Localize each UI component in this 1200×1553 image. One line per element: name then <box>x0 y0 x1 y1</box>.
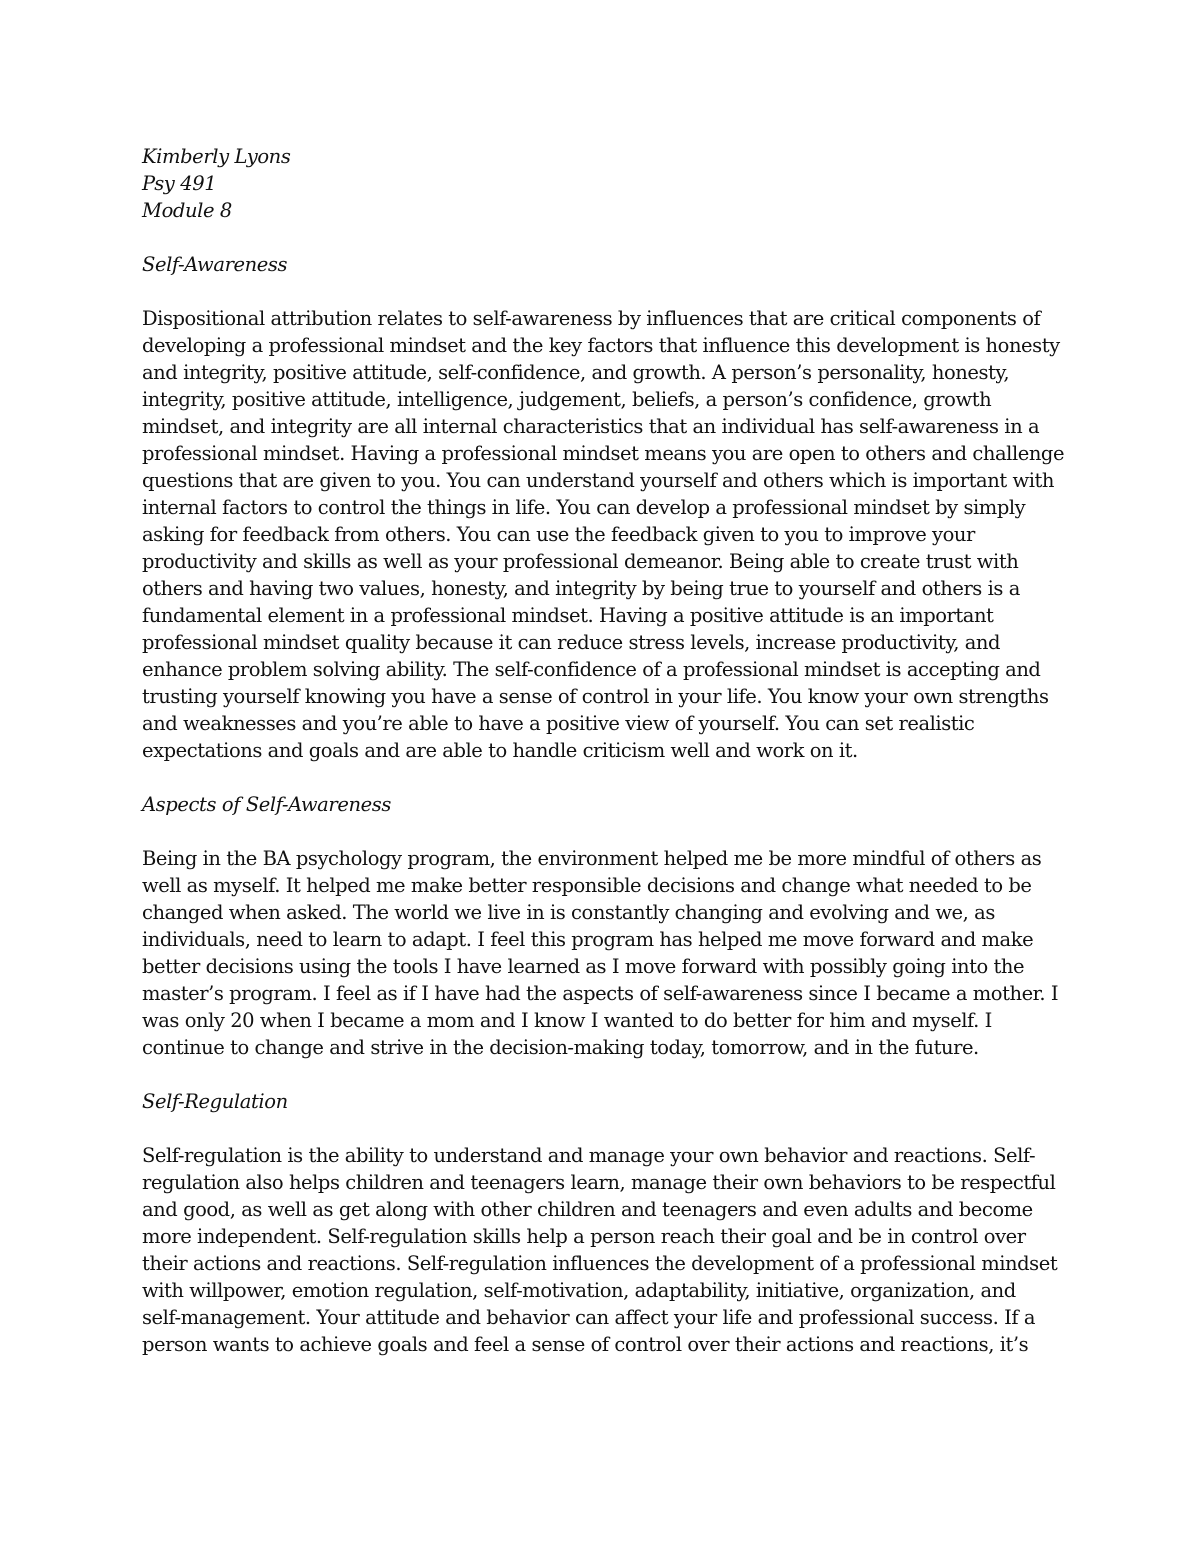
paragraph-line: expectations and goals and are able to handle criticism well and work on it. <box>142 739 858 762</box>
paragraph-line: more independent. Self-regulation skills help a person reach their goal and be in control over <box>142 1225 1026 1248</box>
paragraph-line: asking for feedback from others. You can use the feedback given to you to improve your <box>142 523 975 546</box>
paragraph-line: their actions and reactions. Self-regulation influences the development of a professional mindset <box>142 1252 1058 1275</box>
paragraph-line: self-management. Your attitude and behavior can affect your life and professional success. If a <box>142 1306 1036 1329</box>
section-self-regulation <box>142 1088 1062 1358</box>
module-label: Module 8 <box>142 199 232 222</box>
paragraph-line: and weaknesses and you’re able to have a positive view of yourself. You can set realistic <box>142 712 975 735</box>
paragraph-line: Dispositional attribution relates to self-awareness by influences that are critical components of <box>142 307 1041 330</box>
paragraph-line: well as myself. It helped me make better responsible decisions and change what needed to be <box>142 874 1032 897</box>
paragraph-line: integrity, positive attitude, intelligence, judgement, beliefs, a person’s confidence, growth <box>142 388 992 411</box>
paragraph-line: master’s program. I feel as if I have had the aspects of self-awareness since I became a mother. I <box>142 982 1059 1005</box>
paragraph-line: professional mindset. Having a professional mindset means you are open to others and challenge <box>142 442 1065 465</box>
section-self-awareness <box>142 251 1065 764</box>
paragraph-line: and good, as well as get along with other children and teenagers and even adults and become <box>142 1198 1033 1221</box>
paragraph-line: continue to change and strive in the decision-making today, tomorrow, and in the future. <box>142 1036 979 1059</box>
paragraph <box>142 845 1062 1061</box>
paragraph-line: enhance problem solving ability. The self-confidence of a professional mindset is accepting and <box>142 658 1041 681</box>
paragraph-line: regulation also helps children and teenagers learn, manage their own behaviors to be respectful <box>142 1171 1056 1194</box>
author-name: Kimberly Lyons <box>142 145 291 168</box>
spacer <box>142 1061 1062 1088</box>
spacer <box>142 1115 1062 1142</box>
paragraph <box>142 1142 1062 1358</box>
document-page <box>142 143 1065 1358</box>
paragraph-line: mindset, and integrity are all internal characteristics that an individual has self-awareness in a <box>142 415 1040 438</box>
paragraph-line: Self-regulation is the ability to understand and manage your own behavior and reactions. Self- <box>142 1144 1036 1167</box>
paragraph-line: trusting yourself knowing you have a sense of control in your life. You know your own strengths <box>142 685 1049 708</box>
paragraph-line: questions that are given to you. You can understand yourself and others which is important with <box>142 469 1054 492</box>
paragraph-line: internal factors to control the things in life. You can develop a professional mindset by simply <box>142 496 1026 519</box>
paragraph-line: Being in the BA psychology program, the environment helped me be more mindful of others as <box>142 847 1042 870</box>
paragraph-line: developing a professional mindset and the key factors that influence this development is honesty <box>142 334 1060 357</box>
spacer <box>142 818 1062 845</box>
paragraph-line: changed when asked. The world we live in is constantly changing and evolving and we, as <box>142 901 995 924</box>
paragraph-line: better decisions using the tools I have learned as I move forward with possibly going into the <box>142 955 1025 978</box>
spacer <box>142 224 1062 251</box>
paragraph-line: and integrity, positive attitude, self-confidence, and growth. A person’s personality, honesty, <box>142 361 1010 384</box>
paragraph-line: fundamental element in a professional mindset. Having a positive attitude is an important <box>142 604 994 627</box>
paragraph-line: was only 20 when I became a mom and I know I wanted to do better for him and myself. I <box>142 1009 992 1032</box>
paragraph <box>142 305 1065 764</box>
spacer <box>142 278 1062 305</box>
section-heading: Self-Awareness <box>142 253 288 276</box>
spacer <box>142 764 1062 791</box>
course-code: Psy 491 <box>142 172 217 195</box>
section-aspects-of-self-awareness <box>142 791 1062 1061</box>
paragraph-line: person wants to achieve goals and feel a sense of control over their actions and reactions, it’s <box>142 1333 1029 1356</box>
paragraph-line: productivity and skills as well as your professional demeanor. Being able to create trust with <box>142 550 1019 573</box>
paragraph-line: professional mindset quality because it can reduce stress levels, increase productivity, and <box>142 631 1001 654</box>
section-heading: Self-Regulation <box>142 1090 288 1113</box>
paragraph-line: others and having two values, honesty, and integrity by being true to yourself and others is a <box>142 577 1020 600</box>
paragraph-line: individuals, need to learn to adapt. I feel this program has helped me move forward and make <box>142 928 1034 951</box>
paragraph-line: with willpower, emotion regulation, self-motivation, adaptability, initiative, organization, and <box>142 1279 1016 1302</box>
section-heading: Aspects of Self-Awareness <box>142 793 391 816</box>
